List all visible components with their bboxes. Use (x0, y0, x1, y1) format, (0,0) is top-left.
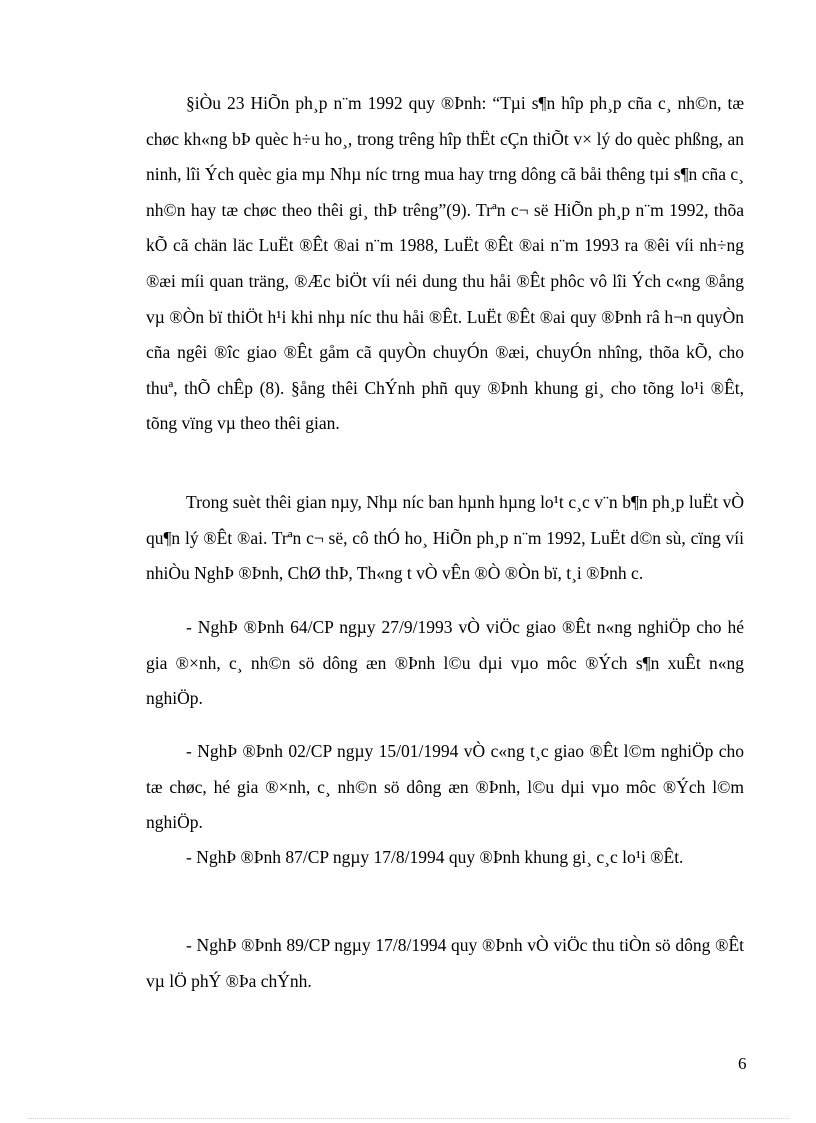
page-number: 6 (738, 1054, 747, 1073)
list-item-decree-02-cp: - NghÞ ®Þnh 02/CP ngµy 15/01/1994 vÒ c«ng t¸c giao ®Êt l©m nghiÖp cho tæ chøc, hé gia ®×nh, c¸ nh©n sö dông æn ®Þnh, l©u dµi vµo môc ®Ých l©m nghiÖp. (146, 741, 744, 833)
list-item-decree-64-cp: - NghÞ ®Þnh 64/CP ngµy 27/9/1993 vÒ viÖc giao ®Êt n«ng nghiÖp cho hé gia ®×nh, c¸ nh©n sö dông æn ®Þnh l©u dµi vµo môc ®Ých s¶n xuÊt n«ng nghiÖp. (146, 617, 744, 709)
paragraph-legal-documents-issued: Trong suèt thêi gian nµy, Nhµ níc ban hµnh hµng lo¹t c¸c v¨n b¶n ph¸p luËt vÒ qu¶n lý ®Êt ®ai. Trªn c¬ së, cô thÓ ho¸ HiÕn ph¸p n¨m 1992, LuËt d©n sù, cïng víi nhiÒu NghÞ ®Þnh, ChØ thÞ, Th«ng t vÒ vÊn ®Ò ®Òn bï, t¸i ®Þnh c. (146, 492, 744, 584)
page-bottom-divider (28, 1118, 788, 1119)
paragraph-constitution-article-23: §iÒu 23 HiÕn ph¸p n¨m 1992 quy ®Þnh: “Tµi s¶n hîp ph¸p cña c¸ nh©n, tæ chøc kh«ng bÞ quèc h÷u ho¸, trong trêng hîp thËt cÇn thiÕt v× lý do quèc phßng, an ninh, lîi Ých quèc gia mµ Nhµ níc trng mua hay trng dông cã båi thêng tµi s¶n cña c¸ nh©n hay tæ chøc theo thêi gi¸ thÞ trêng”(9). Trªn c¬ së HiÕn ph¸p n¨m 1992, thõa kÕ cã chän läc LuËt ®Êt ®ai n¨m 1988, LuËt ®Êt ®ai n¨m 1993 ra ®êi víi nh÷ng ®æi míi quan träng, ®Æc biÖt víi néi dung thu håi ®Êt phôc vô lîi Ých c«ng ®ång vµ ®Òn bï thiÖt h¹i khi nhµ níc thu håi ®Êt. LuËt ®Êt ®ai quy ®Þnh râ h¬n quyÒn cña ngêi ®îc giao ®Êt gåm cã quyÒn chuyÓn ®æi, chuyÓn nhîng, thõa kÕ, cho thuª, thÕ chÊp (8). §ång thêi ChÝnh phñ quy ®Þnh khung gi¸ cho tõng lo¹i ®Êt, tõng vïng vµ theo thêi gian. (146, 93, 744, 434)
list-item-decree-89-cp: - NghÞ ®Þnh 89/CP ngµy 17/8/1994 quy ®Þnh vÒ viÖc thu tiÒn sö dông ®Êt vµ lÖ phÝ ®Þa chÝnh. (146, 935, 744, 991)
list-item-decree-87-cp: - NghÞ ®Þnh 87/CP ngµy 17/8/1994 quy ®Þnh khung gi¸ c¸c lo¹i ®Êt. (186, 847, 684, 867)
